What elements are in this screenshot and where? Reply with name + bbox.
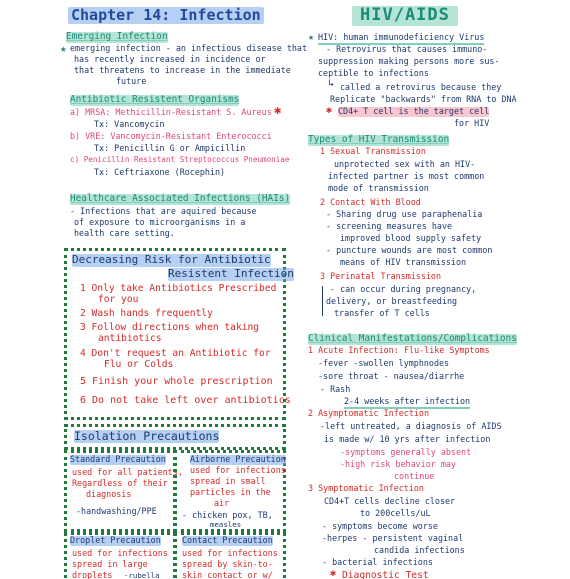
contact-title: Contact Precaution — [182, 535, 273, 545]
standard-line: used for all patients, — [72, 467, 183, 477]
sym-title: 3 Symptomatic Infection — [308, 483, 424, 493]
emerging-line: that threatens to increase in the immediate — [74, 65, 291, 75]
risk-item: 3 Follow directions when taking — [80, 322, 260, 333]
perinatal-title: 3 Perinatal Transmission — [320, 271, 442, 281]
sym-line: CD4+T cells decline closer — [324, 496, 456, 506]
emerging-line: emerging infection - an infectious disease that — [70, 43, 307, 53]
blood-line: - puncture wounds are most common — [326, 245, 493, 255]
antibiotic-tx: Tx: Vancomycin — [94, 119, 165, 129]
airborne-line: particles in the — [190, 487, 271, 497]
sexual-line: mode of transmission — [328, 183, 429, 193]
chapter-title: Chapter 14: Infection — [68, 7, 264, 24]
droplet-line: -rubella — [124, 571, 160, 579]
standard-title: Standard Precaution — [70, 454, 166, 464]
risk-heading: Resistent Infection — [168, 267, 294, 280]
airborne-line: spread in small — [190, 476, 266, 486]
acute-line: - Rash — [320, 384, 351, 394]
risk-item: 2 Wash hands frequently — [80, 308, 213, 319]
blood-title: 2 Contact With Blood — [320, 197, 421, 207]
risk-item: 6 Do not take left over antibiotics — [80, 395, 291, 406]
sexual-title: 1 Sexual Transmission — [320, 146, 426, 156]
antibiotic-tx: Tx: Ceftriaxone (Rocephin) — [94, 167, 226, 177]
hiv-title: HIV/AIDS — [352, 6, 458, 26]
antibiotic-tx: Tx: Penicillin G or Ampicillin — [94, 143, 246, 153]
contact-line: spread by skin-to- — [182, 559, 273, 569]
blood-line: improved blood supply safety — [340, 233, 482, 243]
hiv-line: called a retrovirus because they — [340, 82, 502, 92]
sexual-line: infected partner is most common — [328, 171, 485, 181]
risk-item: 4 Don't request an Antibiotic for — [80, 348, 271, 359]
asym-title: 2 Asymptomatic Infection — [308, 408, 430, 418]
acute-line: -fever -swollen lymphnodes — [318, 358, 450, 368]
contact-line: skin contact or w/ — [182, 570, 273, 579]
risk-item: 5 Finish your whole prescription — [80, 376, 273, 387]
airborne-line: measles — [210, 520, 242, 529]
hiv-line: ceptible to infections — [318, 68, 429, 78]
perinatal-line: transfer of T cells — [334, 308, 430, 318]
asym-line: -left untreated, a diagnosis of AIDS — [320, 421, 502, 431]
perinatal-line: - can occur during pregnancy, — [330, 284, 477, 294]
blood-line: - screening measures have — [326, 221, 453, 231]
sexual-line: unprotected sex with an HIV- — [334, 159, 476, 169]
sym-line: candida infections — [374, 545, 465, 555]
star-icon: ✱ — [330, 568, 337, 579]
clinical-heading: Clinical Manifestations/Complications — [308, 333, 517, 344]
emerging-line: has recently increased in incidence or — [74, 54, 266, 64]
airborne-title: Airborne Precaution — [190, 454, 286, 464]
hiv-line: suppression making persons more sus- — [318, 56, 500, 66]
risk-item: for you — [98, 294, 139, 305]
risk-item: Flu or Colds — [104, 359, 174, 370]
hiv-line: for HIV — [454, 118, 490, 128]
isolation-heading: Isolation Precautions — [74, 429, 220, 443]
bracket — [322, 286, 323, 316]
left-column — [60, 4, 307, 579]
sym-line: -herpes - persistent vaginal — [322, 533, 464, 543]
droplet-line: droplets — [72, 570, 113, 579]
antibiotic-heading: Antibiotic Resistent Organisms — [70, 94, 240, 105]
risk-item: antibiotics — [98, 333, 162, 344]
emerging-heading: Emerging Infection — [66, 31, 168, 42]
sym-line: - symptoms become worse — [322, 521, 438, 531]
acute-line: 2-4 weeks after infection — [344, 397, 470, 409]
asym-line: continue — [394, 471, 435, 481]
asym-line: -symptoms generally absent — [340, 447, 472, 457]
blood-line: - Sharing drug use paraphenalia — [326, 209, 483, 219]
antibiotic-item: b) VRE: Vancomycin-Resistant Enterococci — [70, 131, 272, 141]
hiv-line: - Retrovirus that causes immuno- — [326, 44, 488, 54]
acute-title: 1 Acute Infection: — [308, 345, 399, 355]
hiv-line: Replicate "backwards" from RNA to DNA — [330, 94, 517, 104]
airborne-line: air — [214, 498, 230, 508]
right-column — [304, 4, 566, 579]
standard-line: diagnosis — [86, 489, 132, 499]
acute-subtitle: Flu-like Symptoms — [404, 345, 490, 355]
risk-item: 1 Only take Antibiotics Prescribed — [80, 283, 277, 294]
sym-line: - bacterial infections — [322, 557, 433, 567]
arrow-icon: ↳ — [328, 78, 335, 89]
emerging-line: future — [116, 76, 147, 86]
droplet-line: used for infections — [72, 548, 168, 558]
star-icon: ★ — [60, 42, 67, 55]
blood-line: means of HIV transmission — [340, 257, 467, 267]
transmission-heading: Types of HIV Transmission — [308, 134, 450, 145]
antibiotic-item: a) MRSA: Methicillin-Resistant S. Aureus — [70, 107, 272, 117]
contact-line: used for infections — [182, 548, 278, 558]
asym-line: is made w/ 10 yrs after infection — [324, 434, 491, 444]
hai-line: - Infections that are aquired because — [70, 206, 257, 216]
droplet-title: Droplet Precaution — [70, 535, 161, 545]
hai-heading: Healthcare Associated Infections (HAIs) — [70, 193, 291, 204]
antibiotic-item: c) Penicillin Resistant Streptococcus Pneumoniae — [70, 155, 290, 164]
diagnostic-test-heading: Diagnostic Test — [342, 570, 429, 579]
perinatal-line: delivery, or breastfeeding — [326, 296, 458, 306]
star-icon: ★ — [308, 32, 315, 43]
airborne-line: used for infections — [190, 465, 286, 475]
sym-line: to 200cells/uL — [360, 508, 431, 518]
hai-line: health care setting. — [74, 228, 175, 238]
asym-line: -high risk behavior may — [340, 459, 456, 469]
hiv-definition: HIV: human immunodeficiency Virus — [318, 33, 484, 45]
star-icon: ✱ — [326, 105, 333, 116]
acute-line: -sore throat - nausea/diarrhe — [318, 371, 465, 381]
droplet-line: spread in large — [72, 559, 148, 569]
standard-line: -handwashing/PPE — [76, 506, 157, 516]
standard-line: Regardless of their — [72, 478, 168, 488]
hai-line: of exposure to microorganisms in a — [74, 217, 246, 227]
risk-heading: Decreasing Risk for Antibiotic — [72, 253, 271, 266]
hiv-target-cell: CD4+ T cell is the target cell — [338, 106, 490, 116]
airborne-line: - chicken pox, TB, — [182, 510, 273, 520]
star-icon: ✱ — [274, 103, 282, 117]
